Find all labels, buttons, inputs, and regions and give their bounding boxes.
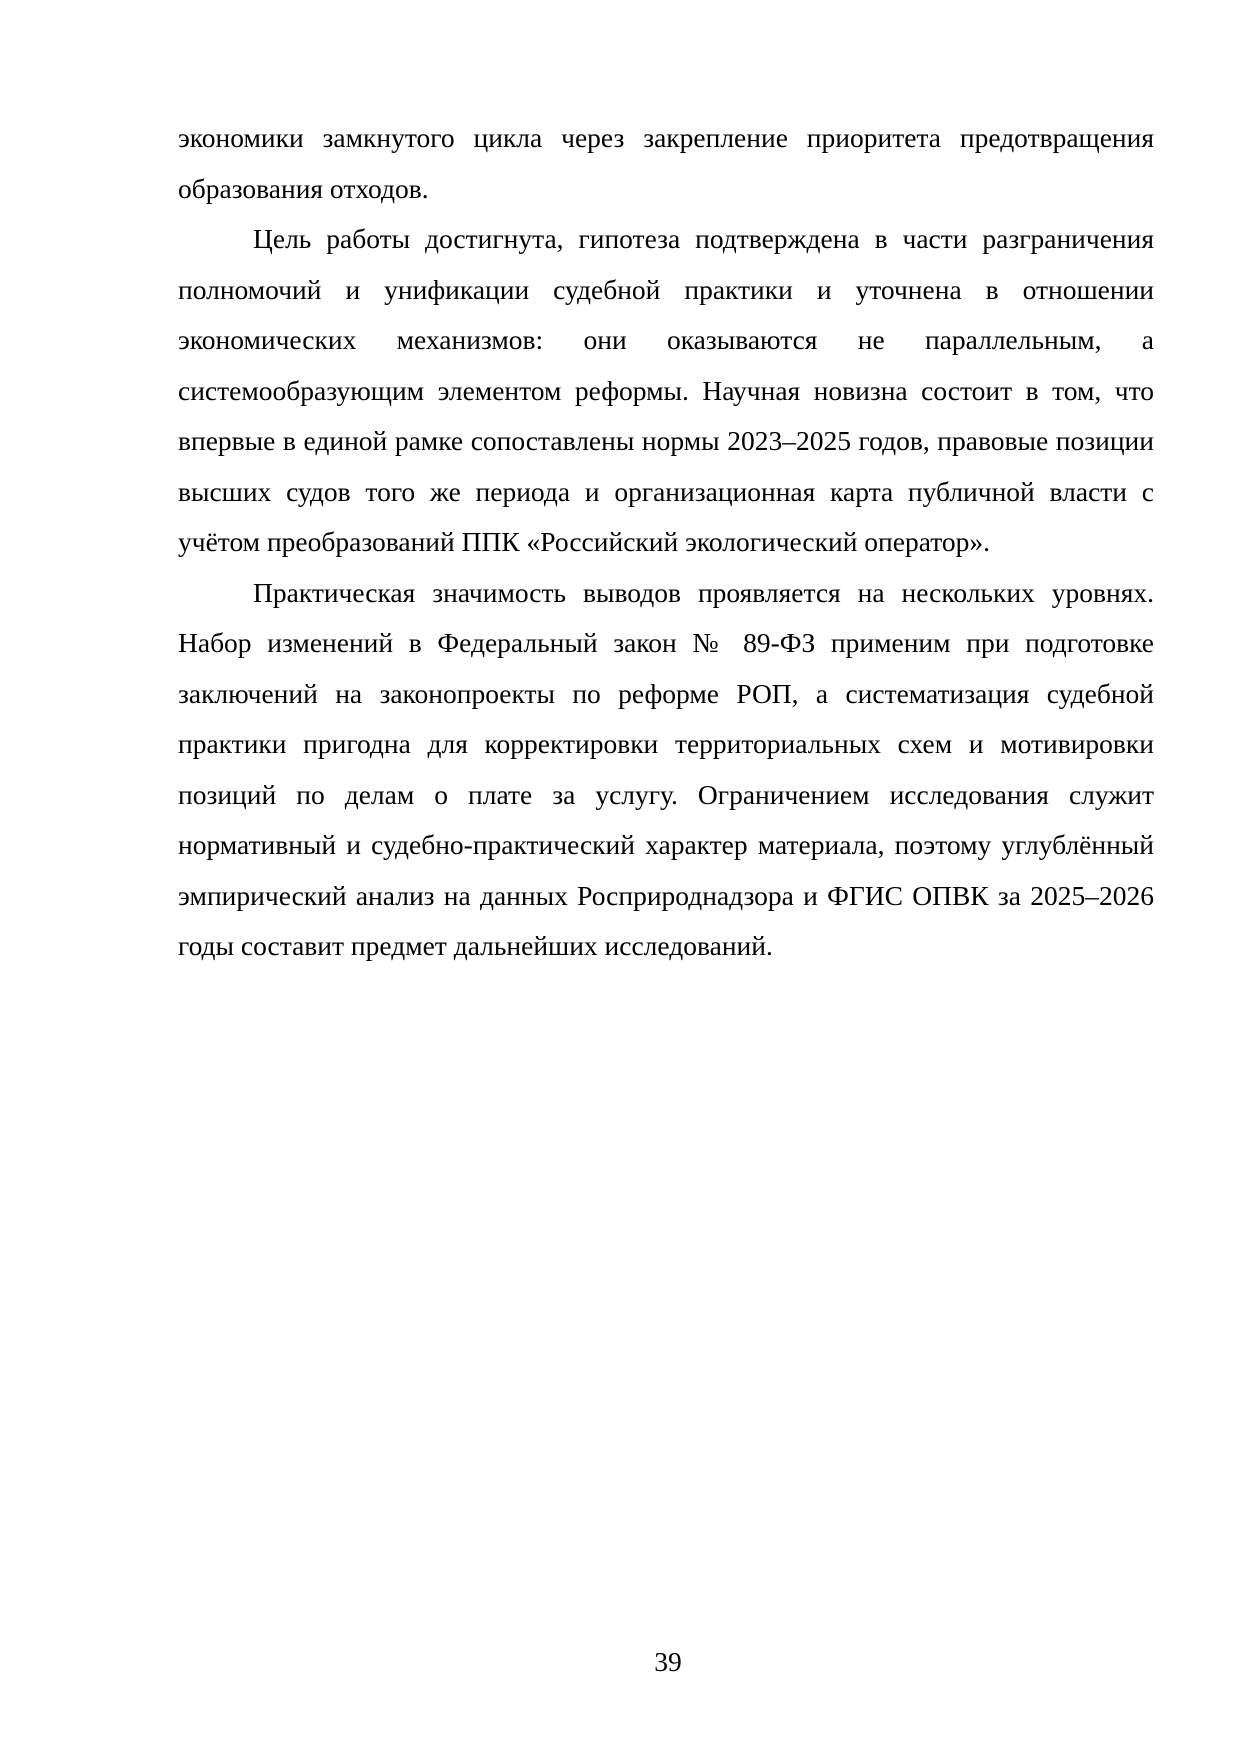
page-number: 39 bbox=[654, 1646, 682, 1677]
paragraph-practical-significance: Практическая значимость выводов проявляется на нескольких уровнях. Набор изменений в Федеральный закон № 89-ФЗ применим при подготовке заключений на законопроекты по реформе РОП, а систематизация судебной практики пригодна для корректировки территориальных схем и мотивировки позиций по делам о плате за услугу. Ограничением исследования служит нормативный и судебно-практический характер материала, поэтому углублённый эмпирический анализ на данных Росприроднадзора и ФГИС ОПВК за 2025–2026 годы составит предмет дальнейших исследований. bbox=[178, 576, 1154, 961]
paragraph-continuation: экономики замкнутого цикла через закрепление приоритета предотвращения образования отходов. bbox=[178, 122, 1154, 204]
paragraph-conclusion: Цель работы достигнута, гипотеза подтверждена в части разграничения полномочий и унификации судебной практики и уточнена в отношении экономических механизмов: они оказываются не параллельным, а системообразующим элементом реформы. Научная новизна состоит в том, что впервые в единой рамке сопоставлены нормы 2023–2025 годов, правовые позиции высших судов того же периода и организационная карта публичной власти с учётом преобразований ППК «Российский экологический оператор». bbox=[178, 223, 1154, 557]
document-body bbox=[178, 113, 1154, 972]
